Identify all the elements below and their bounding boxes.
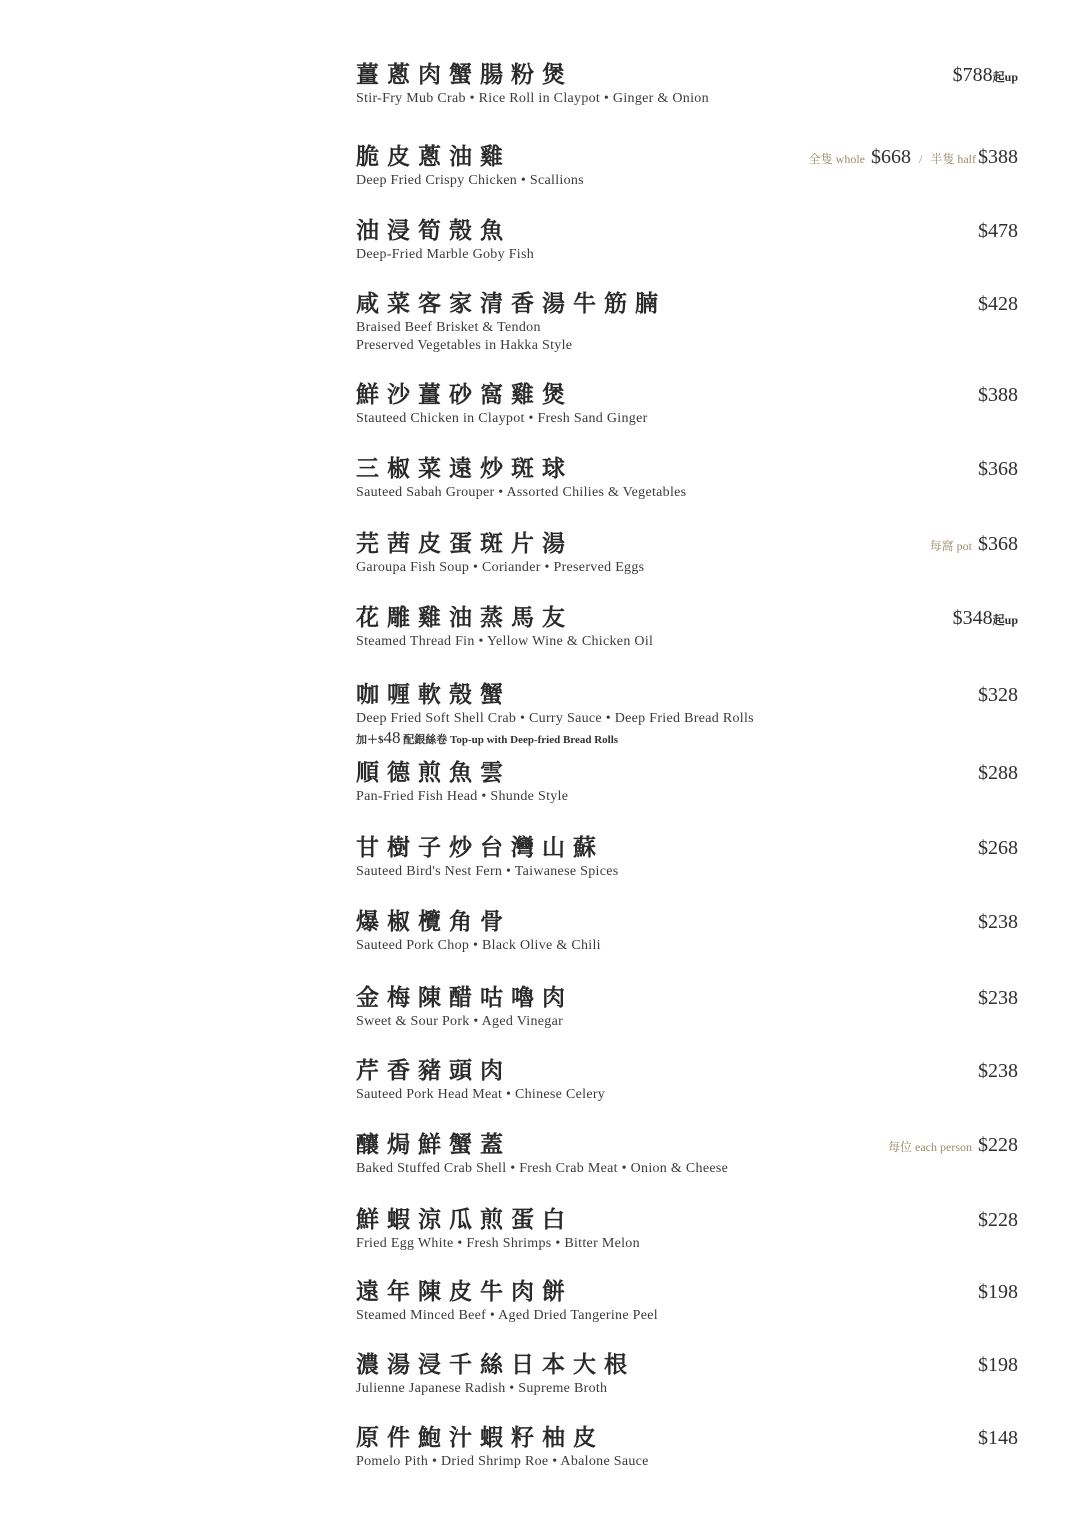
dish-name-en: Sauteed Sabah Grouper • Assorted Chilies & Vegetables xyxy=(356,485,687,500)
dish-name-en: Sauteed Pork Chop • Black Olive & Chili xyxy=(356,938,601,953)
dish-price: $268 xyxy=(978,837,1018,859)
menu-item xyxy=(356,60,1018,108)
dish-name-zh: 脆皮蔥油雞 xyxy=(356,144,511,170)
dish-name-en: Steamed Thread Fin • Yellow Wine & Chicken Oil xyxy=(356,634,654,649)
dish-name-en: Baked Stuffed Crab Shell • Fresh Crab Meat • Onion & Cheese xyxy=(356,1161,729,1176)
dish-name-en: Fried Egg White • Fresh Shrimps • Bitter Melon xyxy=(356,1236,640,1251)
dish-name-en: Julienne Japanese Radish • Supreme Broth xyxy=(356,1381,608,1396)
dish-name-en: Sweet & Sour Pork • Aged Vinegar xyxy=(356,1014,564,1029)
dish-price: $198 xyxy=(978,1281,1018,1303)
dish-price: $148 xyxy=(978,1427,1018,1449)
dish-name-zh: 遠年陳皮牛肉餅 xyxy=(356,1279,573,1305)
menu-item xyxy=(356,289,1018,355)
note-text: 配銀絲卷 Top-up with Deep-fried Bread Rolls xyxy=(400,734,619,746)
dish-name-en-line2: Preserved Vegetables in Hakka Style xyxy=(356,338,573,353)
dish-name-en: Sauteed Pork Head Meat • Chinese Celery xyxy=(356,1087,606,1102)
dish-price: $288 xyxy=(978,762,1018,784)
dish-name-en: Deep Fried Crispy Chicken • Scallions xyxy=(356,173,584,188)
dish-name-en: Pan-Fried Fish Head • Shunde Style xyxy=(356,789,569,804)
dish-name-zh: 鮮蝦涼瓜煎蛋白 xyxy=(356,1207,573,1233)
dish-name-zh: 咸菜客家清香湯牛筋腩 xyxy=(356,291,666,317)
menu-item xyxy=(356,142,1018,190)
menu-item xyxy=(356,1130,1018,1178)
price-unit: 每位 each person xyxy=(888,1140,972,1154)
dish-price: $238 xyxy=(978,911,1018,933)
price-value-whole: $668 xyxy=(870,146,911,168)
dish-name-en: Deep-Fried Marble Goby Fish xyxy=(356,247,535,262)
price-value: $348 xyxy=(952,607,993,629)
dish-name-zh: 油浸筍殼魚 xyxy=(356,218,511,244)
dish-name-en: Garoupa Fish Soup • Coriander • Preserved Eggs xyxy=(356,560,645,575)
dish-price xyxy=(953,60,1018,92)
price-value: $368 xyxy=(978,533,1018,555)
dish-price: $388 xyxy=(978,384,1018,406)
menu-item xyxy=(356,603,1018,651)
dish-price xyxy=(953,603,1018,635)
menu-item xyxy=(356,216,1018,264)
dish-name-zh: 爆椒欖角骨 xyxy=(356,909,511,935)
dish-name-zh: 花雕雞油蒸馬友 xyxy=(356,605,573,631)
dish-price: $368 xyxy=(978,458,1018,480)
price-unit-whole: 全隻 whole xyxy=(808,152,865,166)
note-amount: 48 xyxy=(383,728,401,747)
dish-price: $238 xyxy=(978,987,1018,1009)
dish-name-en: Steamed Minced Beef • Aged Dried Tangerine Peel xyxy=(356,1308,658,1323)
dish-name-zh: 濃湯浸千絲日本大根 xyxy=(356,1352,635,1378)
menu-item xyxy=(356,529,1018,577)
dish-name-zh: 三椒菜遠炒斑球 xyxy=(356,456,573,482)
price-suffix: 起up xyxy=(992,70,1018,84)
dish-price: $328 xyxy=(978,684,1018,706)
dish-price: $478 xyxy=(978,220,1018,242)
note-prefix: 加＋$ xyxy=(356,734,384,746)
menu-item xyxy=(356,1056,1018,1104)
dish-name-en: Sauteed Bird's Nest Fern • Taiwanese Spices xyxy=(356,864,619,879)
dish-name-en: Pomelo Pith • Dried Shrimp Roe • Abalone Sauce xyxy=(356,1454,649,1469)
menu-item xyxy=(356,1277,1018,1325)
dish-name-zh: 金梅陳醋咕嚕肉 xyxy=(356,985,573,1011)
dish-price: $198 xyxy=(978,1354,1018,1376)
price-unit-half: 半隻 half xyxy=(930,152,976,166)
menu-item xyxy=(356,1205,1018,1253)
menu-item xyxy=(356,680,1018,748)
dish-price xyxy=(888,1130,1018,1162)
dish-name-en: Braised Beef Brisket & Tendon xyxy=(356,320,541,335)
dish-name-zh: 甘樹子炒台灣山蘇 xyxy=(356,835,604,861)
dish-price: $428 xyxy=(978,293,1018,315)
menu-item xyxy=(356,454,1018,502)
menu-item xyxy=(356,1423,1018,1471)
dish-name-en: Stir-Fry Mub Crab • Rice Roll in Claypot • Ginger & Onion xyxy=(356,91,709,106)
dish-price: $228 xyxy=(978,1209,1018,1231)
price-value-half: $388 xyxy=(978,146,1018,168)
dish-name-zh: 原件鮑汁蝦籽柚皮 xyxy=(356,1425,604,1451)
menu-item xyxy=(356,380,1018,428)
dish-name-zh: 咖喱軟殼蟹 xyxy=(356,682,511,708)
dish-name-en: Stauteed Chicken in Claypot • Fresh Sand Ginger xyxy=(356,411,648,426)
menu-item xyxy=(356,907,1018,955)
top-up-note xyxy=(356,730,1018,748)
price-value: $228 xyxy=(978,1134,1018,1156)
dish-name-zh: 芹香豬頭肉 xyxy=(356,1058,511,1084)
menu-item xyxy=(356,758,1018,806)
dish-price xyxy=(809,142,1018,174)
dish-name-zh: 芫茜皮蛋斑片湯 xyxy=(356,531,573,557)
dish-name-zh: 鮮沙薑砂窩雞煲 xyxy=(356,382,573,408)
price-value: $788 xyxy=(952,64,993,86)
dish-price xyxy=(930,529,1018,561)
dish-name-zh: 薑蔥肉蟹腸粉煲 xyxy=(356,62,573,88)
dish-name-en: Deep Fried Soft Shell Crab • Curry Sauce • Deep Fried Bread Rolls xyxy=(356,711,754,726)
menu-item xyxy=(356,833,1018,881)
menu-item xyxy=(356,983,1018,1031)
dish-price: $238 xyxy=(978,1060,1018,1082)
dish-name-zh: 釀焗鮮蟹蓋 xyxy=(356,1132,511,1158)
menu-item xyxy=(356,1350,1018,1398)
price-unit: 每窩 pot xyxy=(929,539,972,553)
price-separator: / xyxy=(918,152,923,166)
price-suffix: 起up xyxy=(992,613,1018,627)
dish-name-zh: 順德煎魚雲 xyxy=(356,760,511,786)
